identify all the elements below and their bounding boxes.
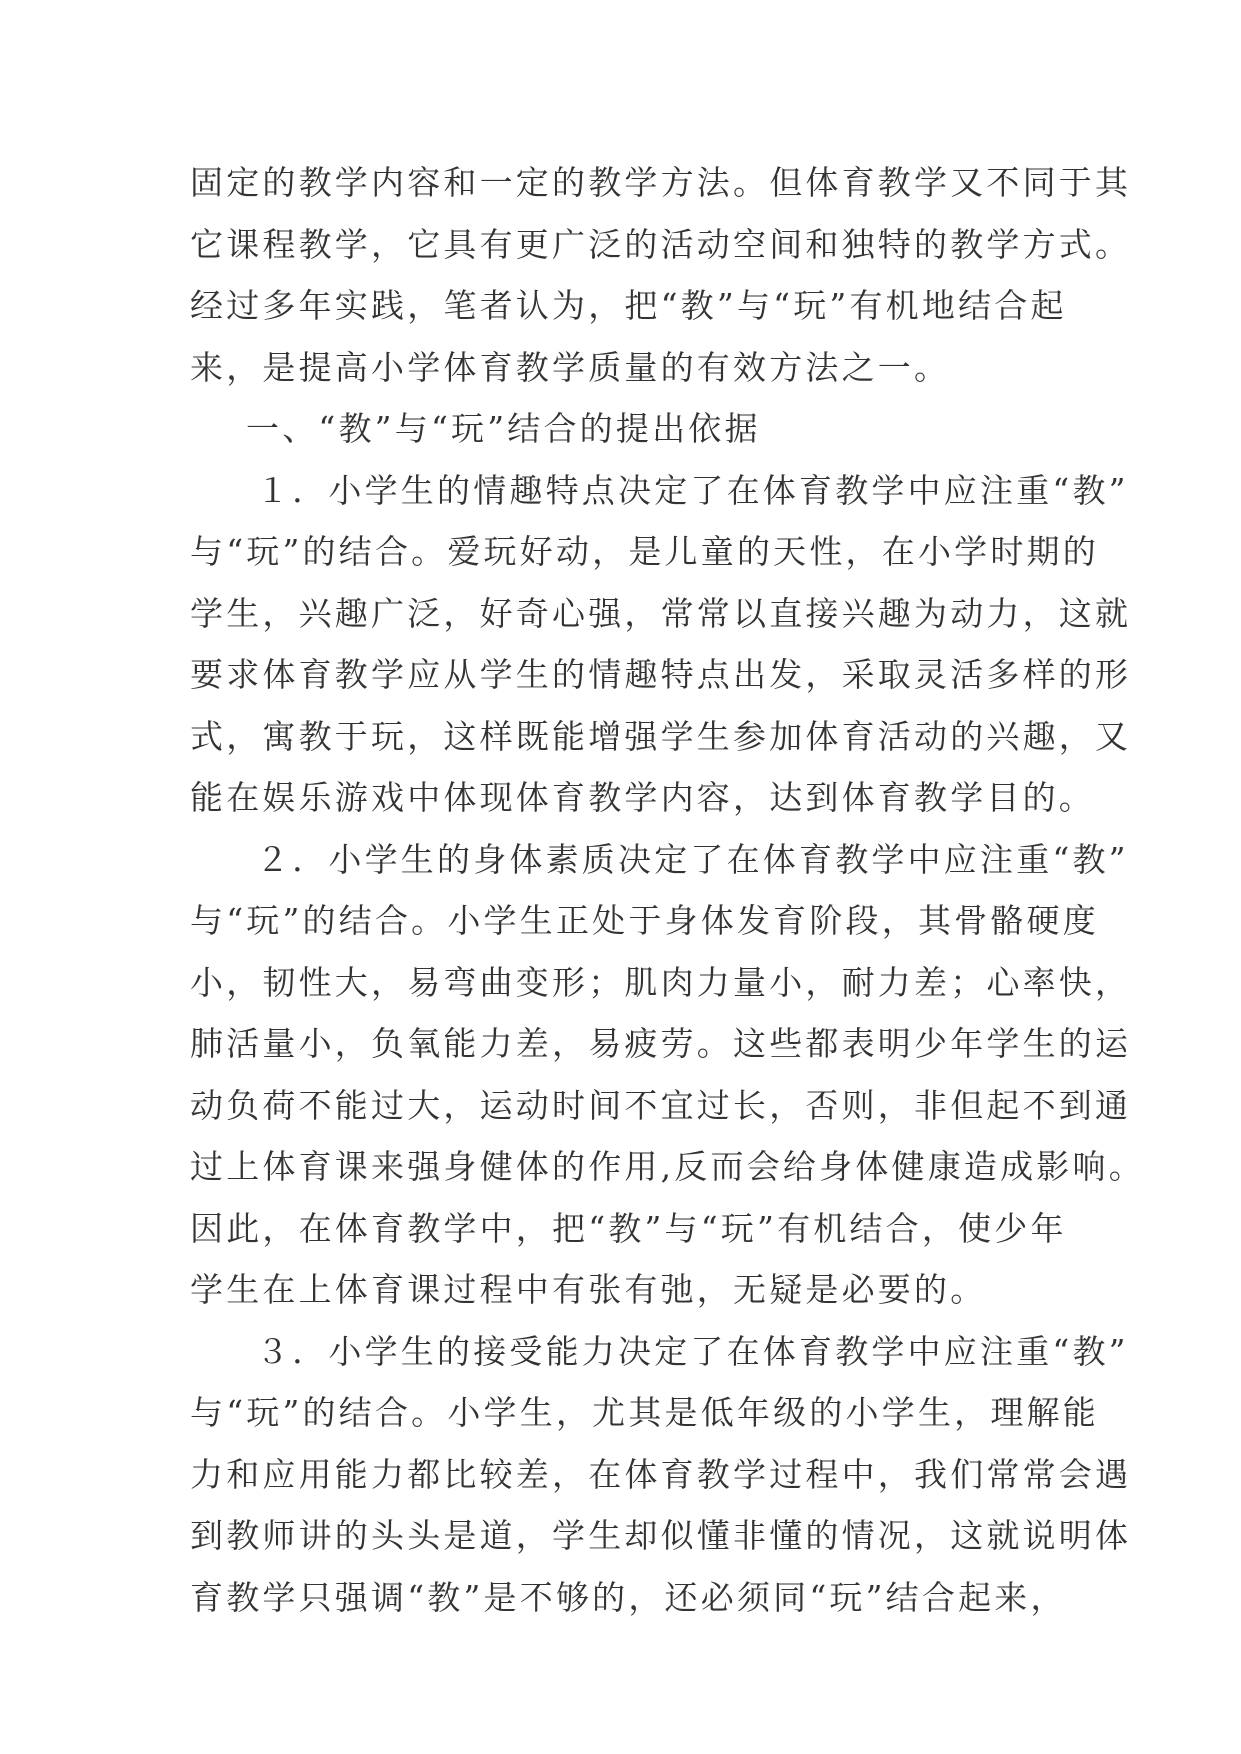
text-line: １．小学生的情趣特点决定了在体育教学中应注重“教” <box>256 470 1129 510</box>
text-line: 学生在上体育课过程中有张有弛，无疑是必要的。 <box>190 1270 987 1309</box>
text-line: 育教学只强调“教”是不够的，还必须同“玩”结合起来， <box>190 1577 1067 1617</box>
text-line: 过上体育课来强身健体的作用,反而会给身体健康造成影响。 <box>190 1147 1145 1186</box>
text-line: 能在娱乐游戏中体现体育教学内容，达到体育教学目的。 <box>190 778 1095 817</box>
text-line: 与“玩”的结合。小学生，尤其是低年级的小学生，理解能 <box>190 1393 1099 1432</box>
text-line: 要求体育教学应从学生的情趣特点出发，采取灵活多样的形 <box>190 655 1132 694</box>
text-line: 与“玩”的结合。小学生正处于身体发育阶段，其骨骼硬度 <box>190 901 1099 940</box>
text-line: ２．小学生的身体素质决定了在体育教学中应注重“教” <box>256 839 1129 879</box>
body-text <box>190 152 1145 1628</box>
text-line: 到教师讲的头头是道，学生却似懂非懂的情况，这就说明体 <box>190 1516 1132 1555</box>
text-line: 与“玩”的结合。爱玩好动，是儿童的天性，在小学时期的 <box>190 532 1099 571</box>
text-line: 固定的教学内容和一定的教学方法。但体育教学又不同于其 <box>190 163 1132 202</box>
text-line: 学生，兴趣广泛，好奇心强，常常以直接兴趣为动力，这就 <box>190 593 1132 633</box>
text-line: 力和应用能力都比较差，在体育教学过程中，我们常常会遇 <box>190 1454 1132 1494</box>
section-heading: 一、“教”与“玩”结合的提出依据 <box>246 409 761 448</box>
text-line: 经过多年实践，笔者认为，把“教”与“玩”有机地结合起 <box>190 286 1067 325</box>
text-line: ３．小学生的接受能力决定了在体育教学中应注重“教” <box>256 1331 1129 1371</box>
text-line: 小，韧性大，易弯曲变形；肌肉力量小，耐力差；心率快， <box>190 962 1132 1002</box>
text-line: 式，寓教于玩，这样既能增强学生参加体育活动的兴趣，又 <box>190 716 1132 756</box>
text-line: 因此，在体育教学中，把“教”与“玩”有机结合，使少年 <box>190 1208 1067 1248</box>
text-line: 来，是提高小学体育教学质量的有效方法之一。 <box>190 347 951 387</box>
text-line: 肺活量小，负氧能力差，易疲劳。这些都表明少年学生的运 <box>190 1024 1132 1063</box>
text-line: 它课程教学，它具有更广泛的活动空间和独特的教学方式。 <box>190 224 1132 264</box>
text-line: 动负荷不能过大，运动时间不宜过长，否则，非但起不到通 <box>190 1085 1132 1125</box>
